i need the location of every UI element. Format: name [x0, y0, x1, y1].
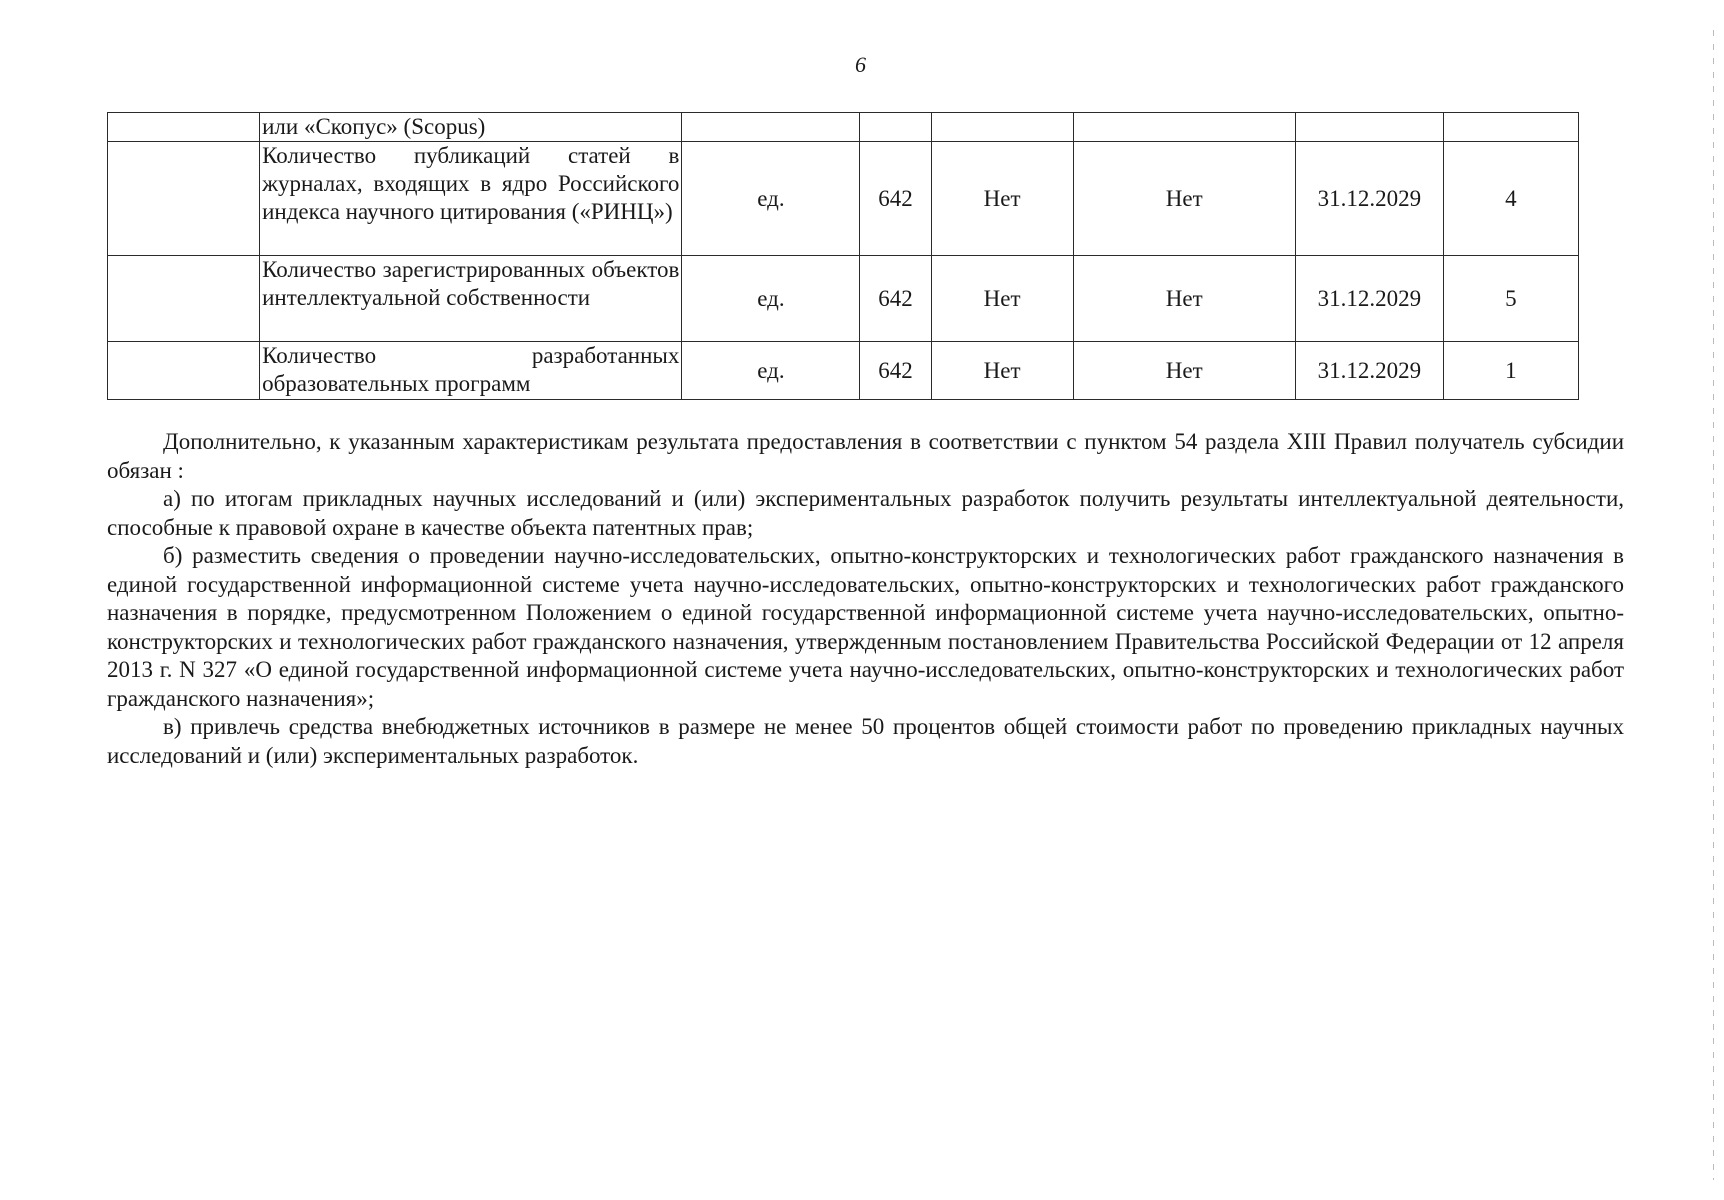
- code-cell: [860, 113, 931, 142]
- indicator-name: Количество разработанных образовательных программ: [260, 342, 682, 400]
- base-value-cell: Нет: [931, 342, 1073, 400]
- paragraph-v: в) привлечь средства внебюджетных источников в размере не менее 50 процентов общей стоимости работ по проведению прикладных научных исследований и (или) экспериментальных разработок.: [107, 714, 1624, 768]
- table-row: [108, 113, 1579, 142]
- base-year-cell: Нет: [1073, 256, 1295, 342]
- date-cell: [1295, 113, 1443, 142]
- table-row: [108, 256, 1579, 342]
- date-cell: 31.12.2029: [1295, 256, 1443, 342]
- unit-cell: ед.: [682, 342, 860, 400]
- indicator-name: или «Скопус» (Scopus): [260, 113, 682, 142]
- indicator-name: Количество публикаций статей в журналах, входящих в ядро Российского индекса научного цитирования («РИНЦ»): [260, 142, 682, 256]
- code-cell: 642: [860, 342, 931, 400]
- body-text: [107, 428, 1624, 770]
- base-value-cell: [931, 113, 1073, 142]
- value-cell: 4: [1443, 142, 1578, 256]
- date-cell: 31.12.2029: [1295, 342, 1443, 400]
- unit-cell: ед.: [682, 142, 860, 256]
- page-number: 6: [855, 52, 866, 77]
- base-year-cell: Нет: [1073, 342, 1295, 400]
- code-cell: 642: [860, 142, 931, 256]
- scan-edge-line: [1713, 30, 1714, 1180]
- value-cell: 5: [1443, 256, 1578, 342]
- base-value-cell: Нет: [931, 142, 1073, 256]
- table-row: [108, 142, 1579, 256]
- code-cell: 642: [860, 256, 931, 342]
- base-value-cell: Нет: [931, 256, 1073, 342]
- paragraph-b: б) разместить сведения о проведении научно-исследовательских, опытно-конструкторских и технологических работ гражданского назначения в единой государственной информационной системе учета научно-исследовательских, опытно-конструкторских и технологических работ гражданского назначения в порядке, предусмотренном Положением о единой государственной информационной системе учета научно-исследовательских, опытно-конструкторских и технологических работ гражданского назначения, утвержденным постановлением Правительства Российской Федерации от 12 апреля 2013 г. N 327 «О единой государственной информационной системе учета научно-исследовательских, опытно-конструкторских и технологических работ гражданского назначения»;: [107, 543, 1624, 711]
- table-cell-blank: [108, 342, 260, 400]
- indicator-name: Количество зарегистрированных объектов интеллектуальной собственности: [260, 256, 682, 342]
- table-cell-blank: [108, 113, 260, 142]
- date-cell: 31.12.2029: [1295, 142, 1443, 256]
- table-cell-blank: [108, 256, 260, 342]
- table-row: [108, 342, 1579, 400]
- value-cell: [1443, 113, 1578, 142]
- results-table: [107, 112, 1579, 400]
- unit-cell: [682, 113, 860, 142]
- table-cell-blank: [108, 142, 260, 256]
- base-year-cell: Нет: [1073, 142, 1295, 256]
- unit-cell: ед.: [682, 256, 860, 342]
- value-cell: 1: [1443, 342, 1578, 400]
- base-year-cell: [1073, 113, 1295, 142]
- paragraph-a: а) по итогам прикладных научных исследований и (или) экспериментальных разработок получить результаты интеллектуальной деятельности, способные к правовой охране в качестве объекта патентных прав;: [107, 486, 1624, 540]
- paragraph-intro: Дополнительно, к указанным характеристикам результата предоставления в соответствии с пунктом 54 раздела XIII Правил получатель субсидии обязан :: [107, 429, 1624, 483]
